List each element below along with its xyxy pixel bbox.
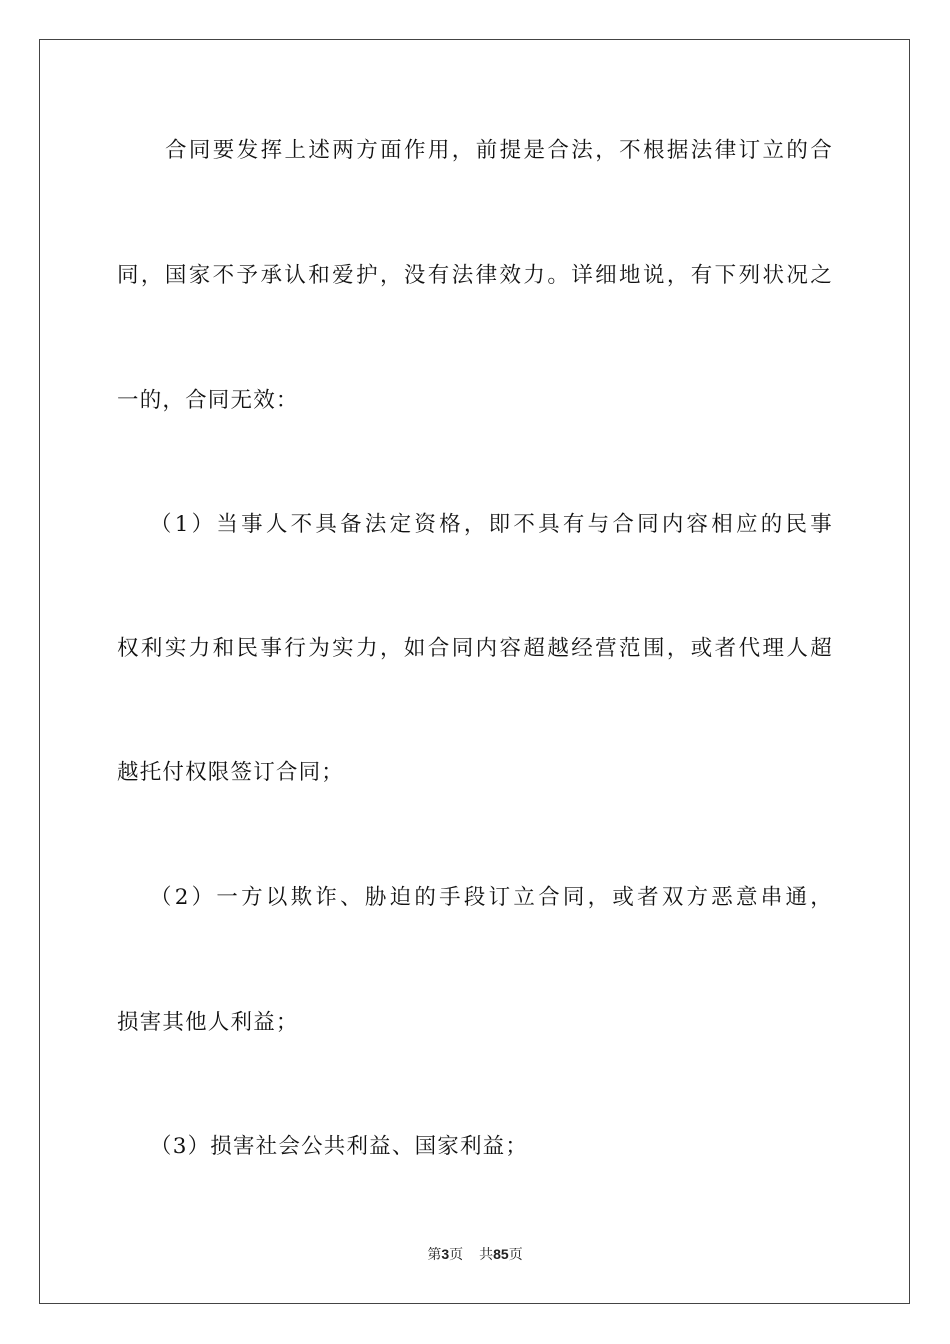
paragraph-line: （1）当事人不具备法定资格，即不具有与合同内容相应的民事 (150, 512, 833, 537)
paragraph-line: （2）一方以欺诈、胁迫的手段订立合同，或者双方恶意串通， (150, 885, 833, 910)
total-pages: 85 (493, 1246, 509, 1262)
paragraph-line: 损害其他人利益； (117, 1010, 299, 1035)
page-border (39, 39, 910, 1304)
page-number: 3 (441, 1246, 450, 1262)
page-prefix: 第 (427, 1247, 442, 1263)
page-footer (0, 1245, 950, 1264)
paragraph-line: 一的，合同无效： (117, 388, 299, 413)
paragraph-line: 同，国家不予承认和爱护，没有法律效力。详细地说，有下列状况之 (117, 263, 833, 288)
total-prefix: 共 (479, 1247, 494, 1263)
paragraph-line: 权利实力和民事行为实力，如合同内容超越经营范围，或者代理人超 (117, 636, 833, 661)
paragraph-line: （3）损害社会公共利益、国家利益； (150, 1134, 529, 1159)
page-suffix: 页 (449, 1247, 464, 1263)
paragraph-line: 合同要发挥上述两方面作用，前提是合法，不根据法律订立的合 (165, 138, 833, 163)
total-suffix: 页 (508, 1247, 523, 1263)
paragraph-line: 越托付权限签订合同； (117, 760, 345, 785)
